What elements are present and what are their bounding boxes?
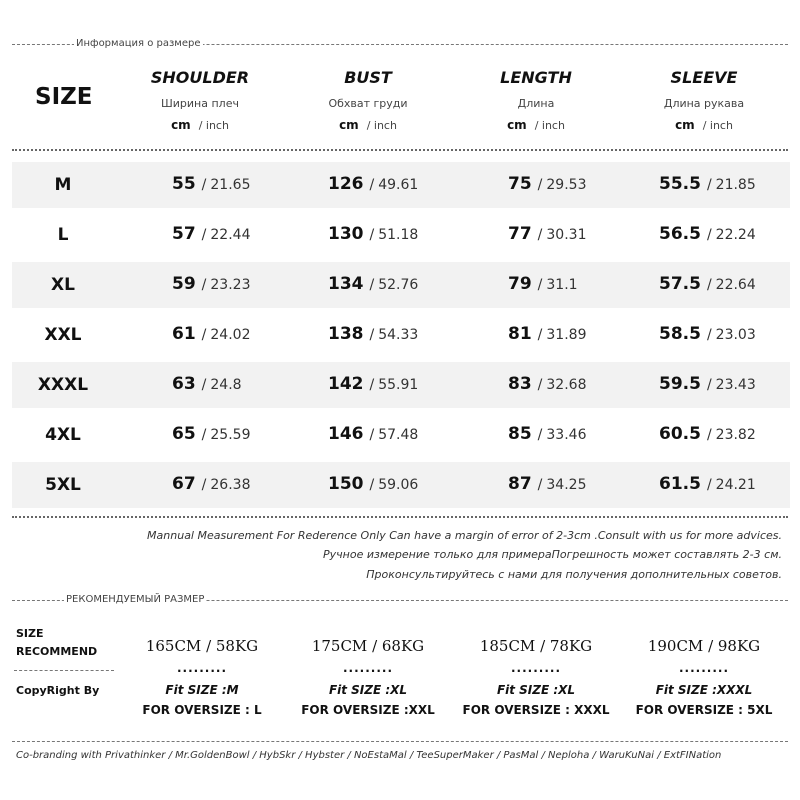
- column-header-sleeve: [619, 66, 789, 133]
- oversize-size: FOR OVERSIZE :XXL: [301, 703, 435, 717]
- cell-shoulder: 57 / 22.44: [172, 224, 251, 244]
- table-row: [12, 262, 790, 308]
- cell-bust: 130 / 51.18: [328, 224, 419, 244]
- cell-length: 79 / 31.1: [508, 274, 578, 294]
- cell-length: 83 / 32.68: [508, 374, 587, 394]
- column-unit: cm / inch: [339, 118, 397, 132]
- column-unit: cm / inch: [675, 118, 733, 132]
- row-size-label: L: [57, 225, 69, 245]
- column-subtitle: Длина рукава: [663, 97, 745, 110]
- cell-length: 75 / 29.53: [508, 174, 587, 194]
- table-row: [12, 162, 790, 208]
- header-divider: [12, 149, 788, 151]
- measurement-note-en: Mannual Measurement For Rederence Only Can have a margin of error of 2-3cm .Consult with us for more advices.: [147, 529, 782, 542]
- column-header-shoulder: [115, 66, 285, 133]
- column-unit: cm / inch: [171, 118, 229, 132]
- section-label-size-info: Информация о размере: [76, 38, 201, 49]
- column-subtitle: Длина: [517, 97, 555, 110]
- dots-separator: .........: [176, 661, 228, 675]
- row-size-label: XXXL: [37, 375, 89, 395]
- row-size-label: XXL: [44, 325, 82, 345]
- row-size-label: 5XL: [45, 475, 81, 495]
- cell-shoulder: 65 / 25.59: [172, 424, 251, 444]
- recommend-item: [288, 635, 448, 719]
- column-unit: cm / inch: [507, 118, 565, 132]
- cell-bust: 138 / 54.33: [328, 324, 419, 344]
- cell-sleeve: 55.5 / 21.85: [659, 174, 756, 194]
- height-weight: 190CM / 98KG: [647, 637, 761, 655]
- cell-sleeve: 60.5 / 23.82: [659, 424, 756, 444]
- co-branding-text: Co-branding with Privathinker / Mr.GoldenBowl / HybSkr / Hybster / NoEstaMal / TeeSuperMaker / PasMal / Neploha / WaruKuNai / ExtFINation: [16, 750, 722, 761]
- fit-size: Fit SIZE :XXXL: [655, 683, 753, 697]
- recommend-item: [624, 635, 784, 719]
- brands-divider: [12, 741, 788, 742]
- cell-shoulder: 63 / 24.8: [172, 374, 242, 394]
- cell-bust: 142 / 55.91: [328, 374, 419, 394]
- fit-size: Fit SIZE :XL: [496, 683, 576, 697]
- cell-sleeve: 57.5 / 22.64: [659, 274, 756, 294]
- row-size-label: XL: [51, 275, 75, 295]
- cell-shoulder: 59 / 23.23: [172, 274, 251, 294]
- section-label-recommend: РЕКОМЕНДУЕМЫЙ РАЗМЕР: [66, 594, 205, 605]
- column-title: LENGTH: [500, 68, 572, 87]
- oversize-size: FOR OVERSIZE : 5XL: [635, 703, 773, 717]
- cell-bust: 146 / 57.48: [328, 424, 419, 444]
- cell-bust: 134 / 52.76: [328, 274, 419, 294]
- dots-separator: .........: [678, 661, 730, 675]
- column-title: SLEEVE: [670, 68, 738, 87]
- cell-shoulder: 67 / 26.38: [172, 474, 251, 494]
- table-row: [12, 362, 790, 408]
- height-weight: 165CM / 58KG: [145, 637, 259, 655]
- recommend-label-divider: [14, 670, 114, 671]
- copyright-label: CopyRight By: [16, 684, 100, 697]
- dots-separator: .........: [510, 661, 562, 675]
- size-title: SIZE: [35, 84, 93, 110]
- cell-length: 81 / 31.89: [508, 324, 587, 344]
- row-size-label: M: [54, 175, 72, 195]
- column-subtitle: Ширина плеч: [161, 97, 239, 110]
- cell-shoulder: 55 / 21.65: [172, 174, 251, 194]
- table-row: [12, 412, 790, 458]
- column-header-length: [451, 66, 621, 133]
- cell-sleeve: 61.5 / 24.21: [659, 474, 756, 494]
- oversize-size: FOR OVERSIZE : XXXL: [462, 703, 610, 717]
- dots-separator: .........: [342, 661, 394, 675]
- column-subtitle: Обхват груди: [328, 97, 408, 110]
- size-recommend-label: SIZE RECOMMEND: [16, 627, 98, 658]
- recommend-item: [456, 635, 616, 719]
- oversize-size: FOR OVERSIZE : L: [142, 703, 262, 717]
- height-weight: 185CM / 78KG: [479, 637, 593, 655]
- table-row: [12, 212, 790, 258]
- consult-note-ru: Проконсультируйтесь с нами для получения дополнительных советов.: [366, 568, 782, 581]
- cell-bust: 126 / 49.61: [328, 174, 419, 194]
- cell-length: 87 / 34.25: [508, 474, 587, 494]
- fit-size: Fit SIZE :M: [165, 683, 239, 697]
- column-title: BUST: [344, 68, 392, 87]
- cell-sleeve: 56.5 / 22.24: [659, 224, 756, 244]
- cell-bust: 150 / 59.06: [328, 474, 419, 494]
- cell-length: 85 / 33.46: [508, 424, 587, 444]
- recommend-item: [122, 635, 282, 719]
- cell-length: 77 / 30.31: [508, 224, 587, 244]
- height-weight: 175CM / 68KG: [311, 637, 425, 655]
- fit-size: Fit SIZE :XL: [328, 683, 408, 697]
- cell-sleeve: 59.5 / 23.43: [659, 374, 756, 394]
- cell-shoulder: 61 / 24.02: [172, 324, 251, 344]
- row-size-label: 4XL: [45, 425, 81, 445]
- table-bottom-divider: [12, 516, 788, 518]
- measurement-note-ru: Ручное измерение только для примераПогрешность может составлять 2-3 см.: [323, 548, 782, 561]
- column-header-bust: [283, 66, 453, 133]
- cell-sleeve: 58.5 / 23.03: [659, 324, 756, 344]
- table-row: [12, 312, 790, 358]
- table-row: [12, 462, 790, 508]
- column-title: SHOULDER: [150, 68, 250, 87]
